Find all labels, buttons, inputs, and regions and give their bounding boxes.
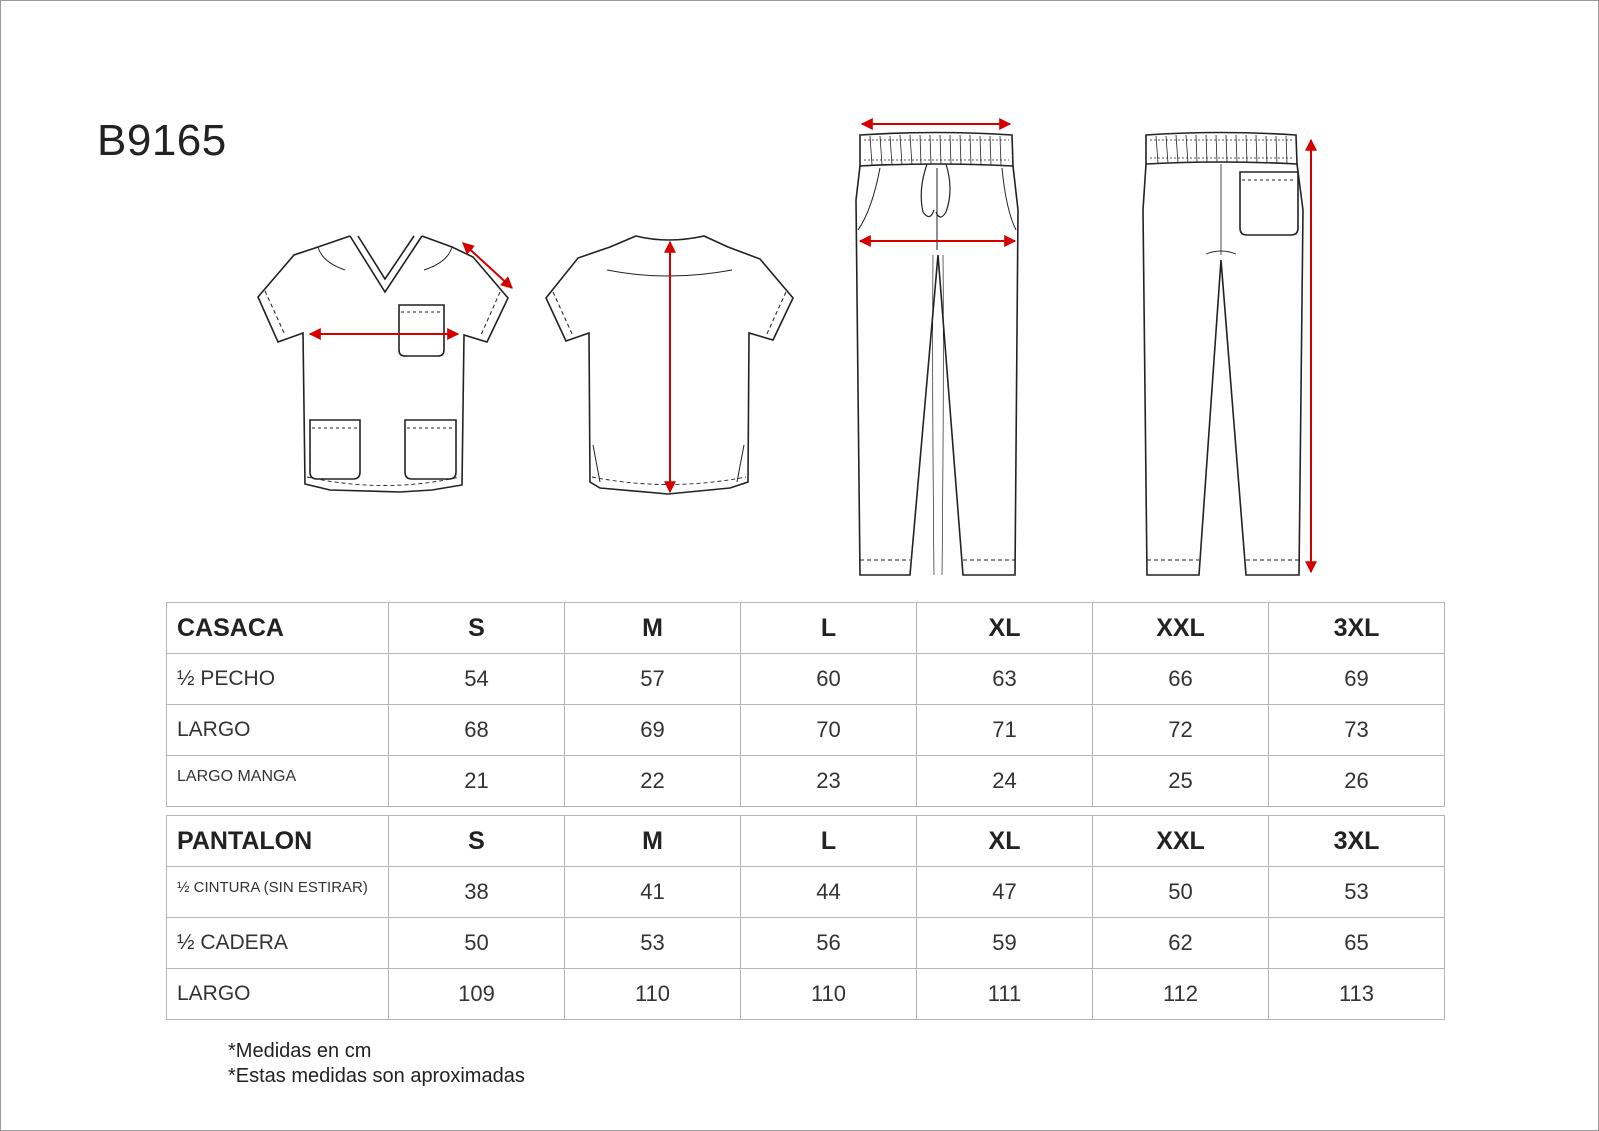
row-label: ½ PECHO	[167, 654, 389, 705]
cell-value: 110	[565, 969, 741, 1020]
table-row	[167, 969, 1445, 1020]
table-row	[167, 918, 1445, 969]
cell-value: 69	[1269, 654, 1445, 705]
cell-value: 71	[917, 705, 1093, 756]
cell-value: 113	[1269, 969, 1445, 1020]
cell-value: 54	[389, 654, 565, 705]
cell-value: 72	[1093, 705, 1269, 756]
pantalon-title: PANTALON	[167, 816, 389, 867]
cell-value: 111	[917, 969, 1093, 1020]
cell-value: 69	[565, 705, 741, 756]
cell-value: 68	[389, 705, 565, 756]
cell-value: 70	[741, 705, 917, 756]
size-header: L	[741, 816, 917, 867]
footnote-units: *Medidas en cm	[228, 1040, 372, 1062]
cell-value: 62	[1093, 918, 1269, 969]
size-header: XL	[917, 816, 1093, 867]
size-header: M	[565, 816, 741, 867]
cell-value: 41	[565, 867, 741, 918]
table-header-row	[167, 603, 1445, 654]
table-row	[167, 867, 1445, 918]
size-header: L	[741, 603, 917, 654]
size-header: XXL	[1093, 816, 1269, 867]
cell-value: 22	[565, 756, 741, 807]
cell-value: 109	[389, 969, 565, 1020]
cell-value: 38	[389, 867, 565, 918]
cell-value: 60	[741, 654, 917, 705]
size-header: 3XL	[1269, 816, 1445, 867]
cell-value: 23	[741, 756, 917, 807]
cell-value: 56	[741, 918, 917, 969]
cell-value: 65	[1269, 918, 1445, 969]
cell-value: 24	[917, 756, 1093, 807]
table-row	[167, 654, 1445, 705]
size-header: XXL	[1093, 603, 1269, 654]
cell-value: 59	[917, 918, 1093, 969]
cell-value: 57	[565, 654, 741, 705]
trousers-back-drawing	[1143, 133, 1303, 576]
cell-value: 73	[1269, 705, 1445, 756]
casaca-size-table	[166, 602, 1445, 807]
cell-value: 112	[1093, 969, 1269, 1020]
casaca-title: CASACA	[167, 603, 389, 654]
pantalon-size-table	[166, 815, 1445, 1020]
size-header: S	[389, 816, 565, 867]
table-row	[167, 756, 1445, 807]
cell-value: 26	[1269, 756, 1445, 807]
size-header: M	[565, 603, 741, 654]
row-label: LARGO MANGA	[167, 756, 389, 807]
table-header-row	[167, 816, 1445, 867]
footnotes	[228, 1039, 525, 1089]
cell-value: 66	[1093, 654, 1269, 705]
cell-value: 50	[1093, 867, 1269, 918]
cell-value: 110	[741, 969, 917, 1020]
row-label: ½ CINTURA (SIN ESTIRAR)	[167, 867, 389, 918]
cell-value: 44	[741, 867, 917, 918]
size-header: 3XL	[1269, 603, 1445, 654]
size-header: XL	[917, 603, 1093, 654]
cell-value: 25	[1093, 756, 1269, 807]
size-header: S	[389, 603, 565, 654]
cell-value: 53	[1269, 867, 1445, 918]
row-label: ½ CADERA	[167, 918, 389, 969]
sleeve-measure-arrow	[463, 243, 512, 288]
footnote-approximate: *Estas medidas son aproximadas	[228, 1065, 525, 1087]
cell-value: 47	[917, 867, 1093, 918]
cell-value: 21	[389, 756, 565, 807]
trousers-front-drawing	[856, 133, 1018, 576]
row-label: LARGO	[167, 969, 389, 1020]
scrub-top-front-drawing	[258, 236, 508, 492]
cell-value: 63	[917, 654, 1093, 705]
row-label: LARGO	[167, 705, 389, 756]
table-row	[167, 705, 1445, 756]
cell-value: 53	[565, 918, 741, 969]
cell-value: 50	[389, 918, 565, 969]
model-code: B9165	[97, 116, 227, 165]
